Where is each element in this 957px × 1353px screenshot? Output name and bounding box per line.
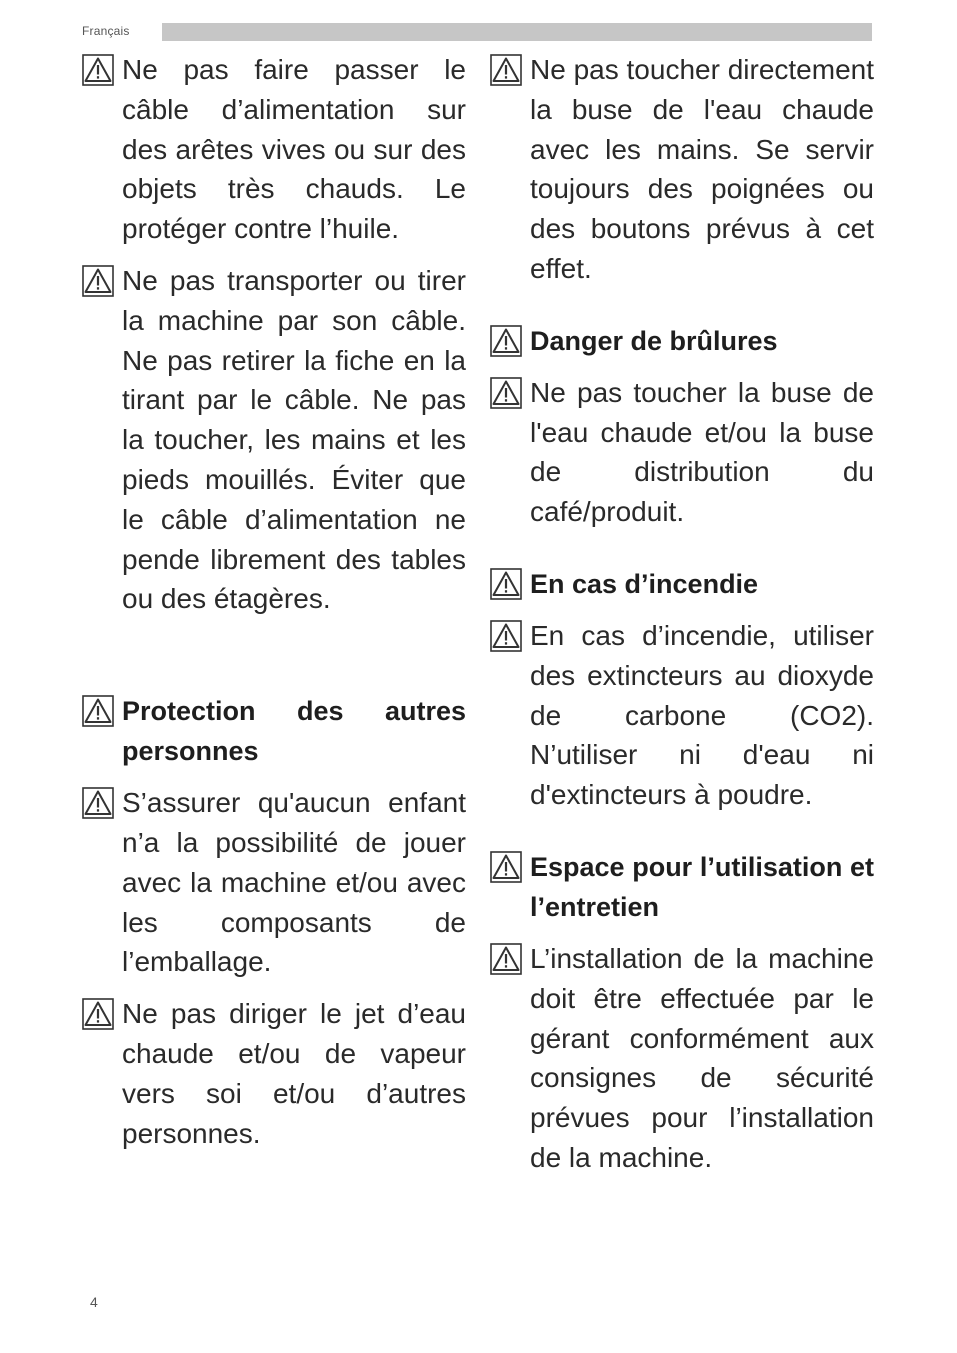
warning-item	[82, 994, 466, 1153]
section-heading	[490, 847, 874, 927]
warning-triangle-icon	[82, 998, 116, 1032]
section-heading	[490, 564, 874, 604]
warning-text: S’assurer qu'aucun enfant n’a la possibilité de jouer avec la machine et/ou avec les composants de l’emballage.	[122, 787, 466, 978]
warning-text: Ne pas toucher directement la buse de l'eau chaude avec les mains. Se servir toujours des poignées ou des boutons prévus à cet effet.	[530, 54, 874, 284]
warning-item	[82, 50, 466, 249]
warning-item	[82, 783, 466, 982]
warning-item	[490, 373, 874, 532]
warning-triangle-icon	[490, 943, 524, 977]
warning-item	[490, 939, 874, 1178]
warning-triangle-icon	[82, 265, 116, 299]
section-heading	[82, 691, 466, 771]
warning-triangle-icon	[82, 54, 116, 88]
warning-text: En cas d’incendie, utiliser des extincteurs au dioxyde de carbone (CO2). N’utiliser ni d'eau ni d'extincteurs à poudre.	[530, 619, 874, 811]
warning-item	[490, 616, 874, 815]
warning-triangle-icon	[490, 620, 524, 654]
heading-text: En cas d’incendie	[530, 568, 759, 599]
header-bar	[162, 23, 872, 41]
warning-triangle-icon	[82, 787, 116, 821]
warning-triangle-icon	[490, 568, 524, 602]
warning-text: Ne pas toucher la buse de l'eau chaude et/ou la buse de distribution du café/produit.	[530, 376, 874, 528]
section-heading	[490, 321, 874, 361]
warning-item	[82, 261, 466, 619]
warning-text: Ne pas faire passer le câble d’alimentation sur des arêtes vives ou sur des objets très chauds. Le protéger contre l’huile.	[122, 54, 466, 245]
warning-triangle-icon	[490, 851, 524, 885]
warning-triangle-icon	[490, 377, 524, 411]
warning-text: L’installation de la machine doit être effectuée par le gérant conformément aux consignes de sécurité prévues pour l’installation de la machine.	[530, 942, 874, 1173]
warning-text: Ne pas diriger le jet d’eau chaude et/ou de vapeur vers soi et/ou d’autres personnes.	[122, 998, 466, 1149]
left-column	[82, 50, 466, 1153]
right-column	[490, 50, 874, 1178]
warning-text: Ne pas transporter ou tirer la machine par son câble. Ne pas retirer la fiche en la tirant par le câble. Ne pas la toucher, les mains et les pieds mouillés. Éviter que le câble d’alimentation ne pende librement des tables ou des étagères.	[122, 264, 466, 615]
heading-text: Protection des autres personnes	[122, 696, 466, 767]
heading-text: Danger de brûlures	[530, 325, 778, 356]
page-number: 4	[90, 1294, 98, 1310]
warning-triangle-icon	[82, 695, 116, 729]
warning-triangle-icon	[490, 325, 524, 359]
warning-triangle-icon	[490, 54, 524, 88]
heading-text: Espace pour l’utilisation et l’entretien	[530, 851, 874, 922]
header-language: Français	[82, 24, 130, 38]
warning-item	[490, 50, 874, 289]
